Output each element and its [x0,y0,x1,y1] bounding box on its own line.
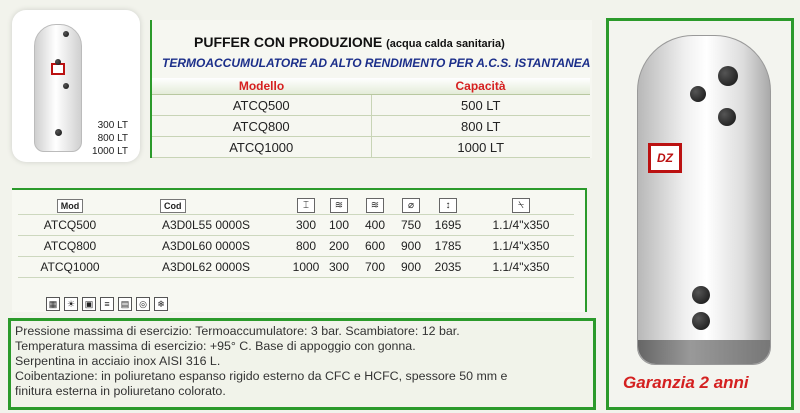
tank-base [638,340,770,364]
table-row [152,95,590,116]
cell-value: 100 [322,215,356,236]
notes-panel [8,318,596,410]
table-row [18,236,574,257]
note-line: Coibentazione: in poliuretano espanso rigido esterno da CFC e HCFC, spessore 50 mm e [15,369,508,383]
product-thumbnail [12,10,140,162]
brand-logo-icon: DZ [648,143,682,173]
spec-table [18,196,574,278]
note-line: Pressione massima di esercizio: Termoaccumulatore: 3 bar. Scambiatore: 12 bar. [15,324,460,338]
diameter-icon: ⌀ [402,198,420,213]
snowflake-icon: ❄ [154,297,168,311]
title-sub: (acqua calda sanitaria) [386,38,505,50]
page-title [194,34,505,50]
tank-icon: ⌶ [297,198,315,213]
cell-value: 1.1/4"x350 [468,236,574,257]
cell-value: 1695 [428,215,468,236]
product-photo-panel [606,18,794,410]
cell-cod: A3D0L62 0000S [122,257,290,278]
tank-thumbnail-image [34,24,82,152]
cell-value: 800 [290,236,322,257]
cell-mod: ATCQ500 [18,215,122,236]
cell-model: ATCQ500 [152,95,371,116]
tank-photo [637,35,771,365]
cell-mod: ATCQ1000 [18,257,122,278]
capacity-table [152,78,590,158]
height-icon: ↕ [439,198,457,213]
port-icon [718,108,736,126]
size-label: 800 LT [97,133,128,144]
cell-value: 300 [290,215,322,236]
port-icon [718,66,738,86]
column-header-cod: Cod [160,199,186,213]
column-header-mod: Mod [57,199,84,213]
port-icon [63,83,69,89]
cell-value: 750 [394,215,428,236]
cell-value: 200 [322,236,356,257]
table-row [152,116,590,137]
grid-icon: ▦ [46,297,60,311]
cell-value: 1000 [290,257,322,278]
pump-icon: ◎ [136,297,150,311]
thumbnail-sizes [92,119,128,158]
box-icon: ▣ [82,297,96,311]
title-main: PUFFER CON PRODUZIONE [194,34,383,50]
coil-icon: ≋ [330,198,348,213]
cell-value: 1.1/4"x350 [468,257,574,278]
port-icon [63,31,69,37]
warranty-label: Garanzia 2 anni [623,373,749,392]
spec-panel [12,188,587,312]
coil-icon: ≡ [100,297,114,311]
note-line: Serpentina in acciaio inox AISI 316 L. [15,354,221,368]
column-header-capacity: Capacità [371,78,590,95]
note-line: finitura esterna in poliuretano colorato. [15,384,226,398]
cell-cod: A3D0L60 0000S [122,236,290,257]
page-subtitle: TERMOACCUMULATORE AD ALTO RENDIMENTO PER A.C.S. ISTANTANEA [162,56,591,70]
table-row [18,257,574,278]
cell-value: 300 [322,257,356,278]
note-line: Temperatura massima di esercizio: +95° C. Base di appoggio con gonna. [15,339,416,353]
port-icon [55,129,62,136]
sun-icon: ☀ [64,297,78,311]
cell-model: ATCQ800 [152,116,371,137]
cell-capacity: 800 LT [371,116,590,137]
cell-capacity: 1000 LT [371,137,590,158]
port-icon [692,286,710,304]
cell-cod: A3D0L55 0000S [122,215,290,236]
title-panel [150,20,592,158]
size-label: 300 LT [97,120,128,131]
certification-icons [46,294,172,312]
flange-icon: ⍀ [512,198,530,213]
cell-value: 900 [394,257,428,278]
cell-value: 900 [394,236,428,257]
cell-capacity: 500 LT [371,95,590,116]
column-header-model: Modello [152,78,371,95]
coil-icon: ≋ [366,198,384,213]
cell-value: 400 [356,215,394,236]
notes-text [15,324,507,399]
port-icon [55,59,61,65]
cell-value: 600 [356,236,394,257]
size-label: 1000 LT [92,146,128,157]
cell-value: 1785 [428,236,468,257]
port-icon [690,86,706,102]
cell-value: 700 [356,257,394,278]
cell-value: 2035 [428,257,468,278]
cell-value: 1.1/4"x350 [468,215,574,236]
port-icon [692,312,710,330]
table-row [18,215,574,236]
cell-mod: ATCQ800 [18,236,122,257]
table-row [152,137,590,158]
cell-model: ATCQ1000 [152,137,371,158]
boiler-icon: ▤ [118,297,132,311]
